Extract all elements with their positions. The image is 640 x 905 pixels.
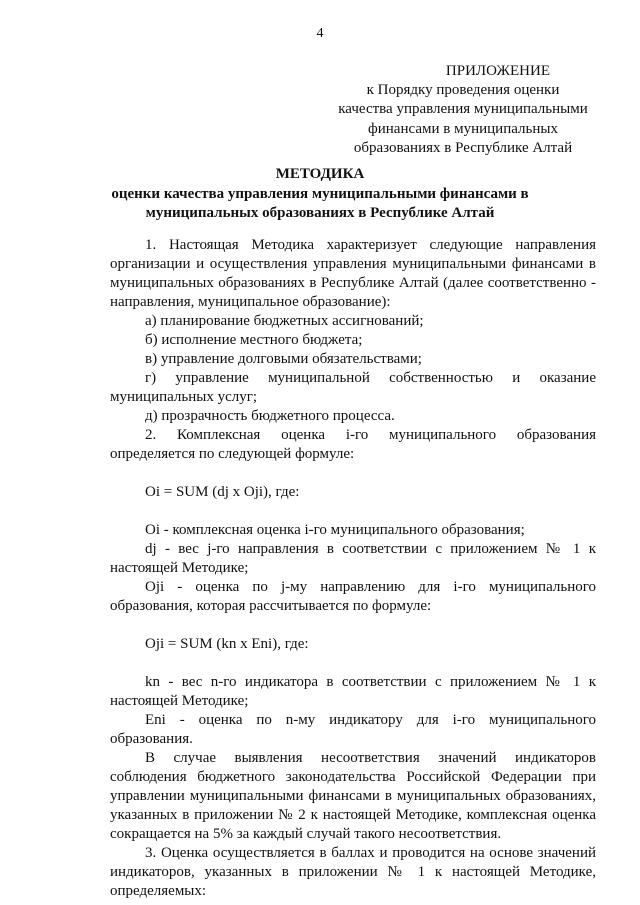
definition-line: Oi - комплексная оценка i-го муниципального образования; <box>145 522 525 538</box>
definition-line: образования. <box>110 731 193 747</box>
text-line: 1. Настоящая Методика характеризует следующие направления <box>145 237 596 253</box>
text-line: организации и осуществления управления муниципальными финансами в <box>110 256 596 272</box>
definition-line: dj - вес j-го направления в соответствии с приложением № 1 к <box>145 541 596 557</box>
document-title <box>0 165 640 224</box>
definition-line: Oji - оценка по j-му направлению для i-го муниципального <box>145 579 596 595</box>
definition-line: Eni - оценка по n-му индикатору для i-го муниципального <box>145 712 596 728</box>
list-item: д) прозрачность бюджетного процесса. <box>145 408 395 424</box>
definition-line: настоящей Методике; <box>110 560 249 576</box>
list-item: в) управление долговыми обязательствами; <box>145 351 422 367</box>
title-sub-line: муниципальных образованиях в Республике Алтай <box>145 205 495 221</box>
appendix-heading: ПРИЛОЖЕНИЕ <box>445 63 550 79</box>
title-main: МЕТОДИКА <box>275 166 365 182</box>
appendix-line: к Порядку проведения оценки <box>366 82 560 99</box>
text-line: муниципальных образованиях в Республике Алтай (далее соответственно - <box>110 275 596 291</box>
list-item: б) исполнение местного бюджета; <box>145 332 363 348</box>
text-line: определяется по следующей формуле: <box>110 446 355 462</box>
definition-line: настоящей Методике; <box>110 693 249 709</box>
text-line: индикаторов, указанных в приложении № 1 к настоящей Методике, <box>110 864 596 880</box>
text-line: соблюдения бюджетного законодательства Российской Федерации при <box>110 769 596 785</box>
formula-oji: Oji = SUM (kn x Eni), где: <box>145 636 309 652</box>
text-line: направления, муниципальное образование): <box>110 294 391 310</box>
appendix-line: качества управления муниципальными <box>338 101 588 118</box>
text-line: 3. Оценка осуществляется в баллах и проводится на основе значений <box>145 845 596 861</box>
definition-line: образования, которая рассчитывается по формуле: <box>110 598 432 614</box>
appendix-line: финансами в муниципальных <box>368 120 558 137</box>
list-item: а) планирование бюджетных ассигнований; <box>145 313 424 329</box>
formula-oi: Oi = SUM (dj x Oji), где: <box>145 484 300 500</box>
appendix-block <box>320 62 606 158</box>
list-item: г) управление муниципальной собственностью и оказание <box>145 370 596 386</box>
text-line: 2. Комплексная оценка i-го муниципального образования <box>145 427 596 443</box>
title-sub-line: оценки качества управления муниципальными финансами в <box>111 185 529 202</box>
page-number: 4 <box>316 26 324 41</box>
appendix-line: образованиях в Республике Алтай <box>353 139 573 156</box>
text-line: сокращается на 5% за каждый случай такого несоответствия. <box>110 826 502 842</box>
text-line: указанных в приложении № 2 к настоящей Методике, комплексная оценка <box>110 807 596 823</box>
text-line: управлении муниципальными финансами в муниципальных образованиях, <box>110 788 596 804</box>
definition-line: kn - вес n-го индикатора в соответствии с приложением № 1 к <box>145 674 596 690</box>
list-item: муниципальных услуг; <box>110 389 258 405</box>
text-line: В случае выявления несоответствия значений индикаторов <box>145 750 596 766</box>
text-line: определяемых: <box>110 883 207 899</box>
